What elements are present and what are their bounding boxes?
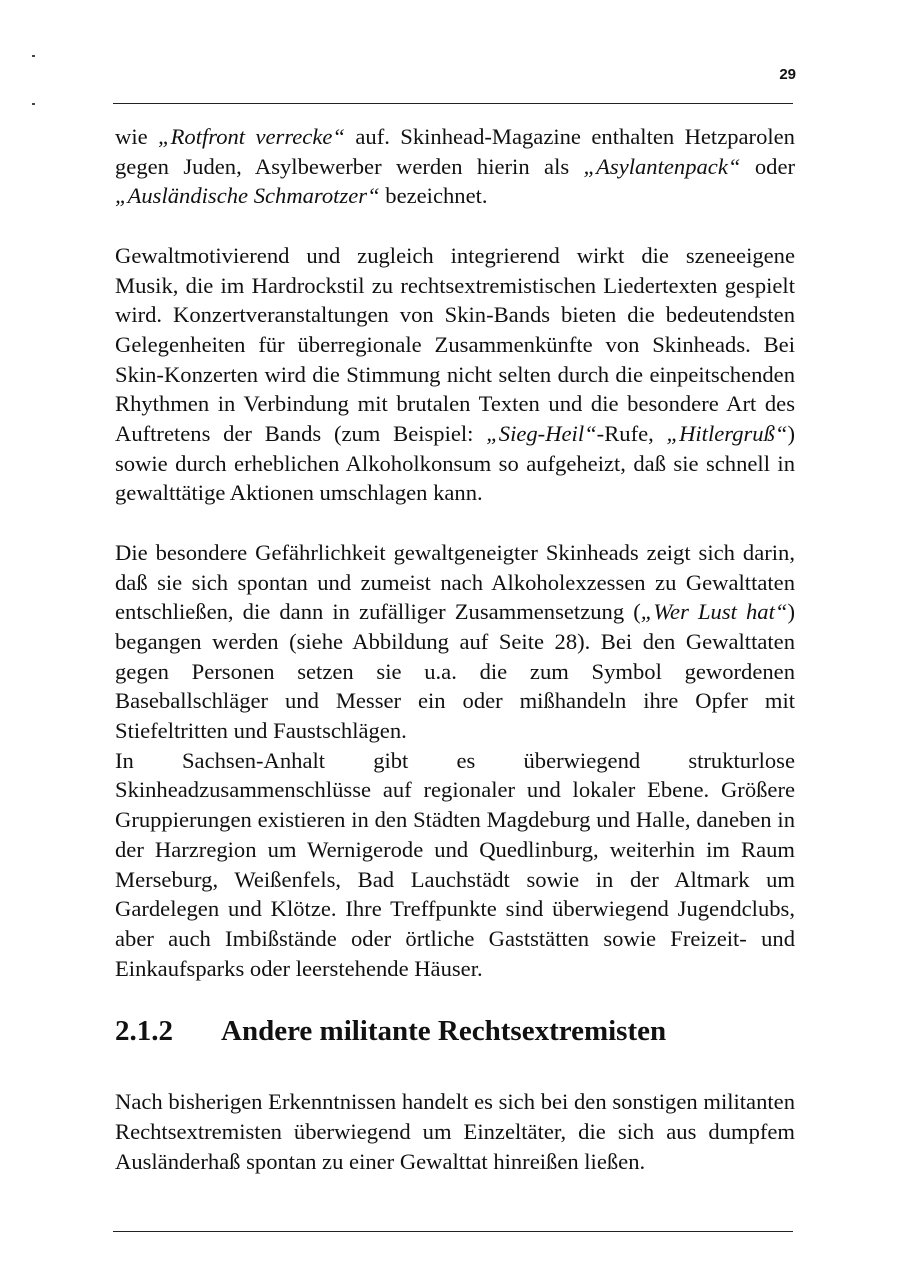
- scan-speck: [32, 55, 35, 57]
- paragraph-5: Nach bisherigen Erkenntnissen handelt es sich bei den sonstigen militanten Rechtsextremisten überwiegend um Einzeltäter, die sich aus dumpfem Ausländerhaß spontan zu einer Gewalttat hinreißen ließen.: [115, 1089, 795, 1174]
- scan-speck: [32, 103, 35, 105]
- paragraph-1: wie „Rotfront verrecke“ auf. Skinhead-Magazine enthalten Hetzparolen gegen Juden, Asylbewerber werden hierin als „Asylantenpack“ oder „Ausländische Schmarotzer“ bezeichnet.: [115, 124, 795, 209]
- section-number: 2.1.2: [115, 1015, 173, 1048]
- paragraph-3: Die besondere Gefährlichkeit gewaltgeneigter Skinheads zeigt sich darin, daß sie sich spontan und zumeist nach Alkoholexzessen zu Gewalttaten entschließen, die dann in zufälliger Zusammensetzung („Wer Lust hat“) begangen werden (siehe Abbildung auf Seite 28). Bei den Gewalttaten gegen Personen setzen sie u.a. die zum Symbol gewordenen Baseballschläger und Messer ein oder mißhandeln ihre Opfer mit Stiefeltritten und Faustschlägen.: [115, 539, 795, 744]
- page-body: [115, 122, 795, 1176]
- paragraph-4: In Sachsen-Anhalt gibt es überwiegend strukturlose Skinheadzusammenschlüsse auf regionaler und lokaler Ebene. Größere Gruppierungen existieren in den Städten Magdeburg und Halle, daneben in der Harzregion um Wernigerode und Quedlinburg, weiterhin im Raum Merseburg, Weißenfels, Bad Lauchstädt sowie in der Altmark um Gardelegen und Klötze. Ihre Treffpunkte sind überwiegend Jugendclubs, aber auch Imbißstände oder örtliche Gaststätten sowie Freizeit- und Einkaufsparks oder leerstehende Häuser.: [115, 747, 795, 981]
- paragraph-2: Gewaltmotivierend und zugleich integrierend wirkt die szeneeigene Musik, die im Hardrockstil zu rechtsextremistischen Liedertexten gespielt wird. Konzertveranstaltungen von Skin-Bands bieten die bedeutendsten Gelegenheiten für überregionale Zusammenkünfte von Skinheads. Bei Skin-Konzerten wird die Stimmung nicht selten durch die einpeitschenden Rhythmen in Verbindung mit brutalen Texten und die besondere Art des Auftretens der Bands (zum Beispiel: „Sieg-Heil“-Rufe, „Hitlergruß“) sowie durch erheblichen Alkoholkonsum so aufgeheizt, daß sie schnell in gewalttätige Aktionen umschlagen kann.: [115, 242, 795, 506]
- section-heading: [115, 1013, 795, 1049]
- header-rule: [113, 103, 793, 104]
- page-number: 29: [779, 66, 796, 83]
- section-title: Andere militante Rechtsextremisten: [221, 1015, 667, 1048]
- footer-rule: [113, 1231, 793, 1232]
